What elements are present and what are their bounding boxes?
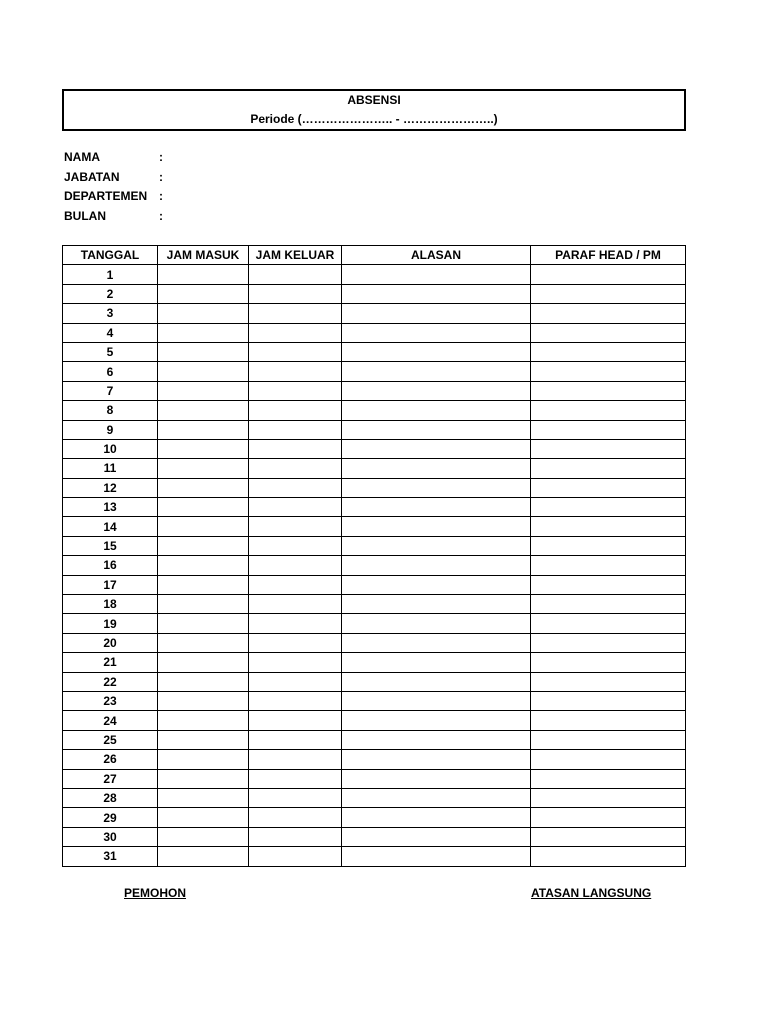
date-cell: 19 — [63, 614, 158, 633]
head-pm-initial-cell[interactable] — [531, 304, 686, 323]
info-value-name[interactable] — [174, 148, 574, 168]
date-cell: 31 — [63, 847, 158, 866]
time-out-cell[interactable] — [249, 420, 342, 439]
time-out-cell[interactable] — [249, 439, 342, 458]
info-colon: : — [159, 189, 163, 204]
info-label-name: NAMA — [64, 150, 100, 164]
time-out-cell[interactable] — [249, 730, 342, 749]
reason-cell[interactable] — [342, 401, 531, 420]
time-in-cell[interactable] — [158, 711, 249, 730]
time-in-cell[interactable] — [158, 420, 249, 439]
reason-cell[interactable] — [342, 769, 531, 788]
table-row — [63, 498, 686, 517]
table-row — [63, 730, 686, 749]
reason-cell[interactable] — [342, 653, 531, 672]
head-pm-initial-cell[interactable] — [531, 788, 686, 807]
info-label-department: DEPARTEMEN — [64, 189, 148, 204]
info-label-position: JABATAN — [64, 169, 120, 184]
table-row — [63, 827, 686, 846]
time-out-cell[interactable] — [249, 401, 342, 420]
time-out-cell[interactable] — [249, 284, 342, 303]
reason-cell[interactable] — [342, 536, 531, 555]
head-pm-initial-cell[interactable] — [531, 614, 686, 633]
date-cell: 14 — [63, 517, 158, 536]
reason-cell[interactable] — [342, 711, 531, 730]
table-row — [63, 847, 686, 866]
info-colon: : — [159, 169, 163, 184]
time-out-cell[interactable] — [249, 362, 342, 381]
date-cell: 23 — [63, 691, 158, 710]
head-pm-initial-cell[interactable] — [531, 633, 686, 652]
table-row — [63, 401, 686, 420]
table-row — [63, 808, 686, 827]
date-cell: 15 — [63, 536, 158, 555]
time-out-cell[interactable] — [249, 750, 342, 769]
head-pm-initial-cell[interactable] — [531, 575, 686, 594]
head-pm-initial-cell[interactable] — [531, 769, 686, 788]
table-row — [63, 284, 686, 303]
reason-cell[interactable] — [342, 284, 531, 303]
time-in-cell[interactable] — [158, 730, 249, 749]
table-row — [63, 304, 686, 323]
head-pm-initial-cell[interactable] — [531, 711, 686, 730]
table-row — [63, 769, 686, 788]
applicant-signature-label: PEMOHON — [124, 886, 187, 900]
table-row — [63, 556, 686, 575]
time-out-cell[interactable] — [249, 478, 342, 497]
form-title: ABSENSI — [347, 93, 401, 107]
time-in-cell[interactable] — [158, 401, 249, 420]
head-pm-initial-cell[interactable] — [531, 439, 686, 458]
head-pm-initial-cell[interactable] — [531, 595, 686, 614]
time-in-cell[interactable] — [158, 633, 249, 652]
time-in-cell[interactable] — [158, 498, 249, 517]
time-out-cell[interactable] — [249, 808, 342, 827]
time-in-cell[interactable] — [158, 556, 249, 575]
date-cell: 17 — [63, 575, 158, 594]
head-pm-initial-cell[interactable] — [531, 730, 686, 749]
reason-cell[interactable] — [342, 420, 531, 439]
info-value-department[interactable] — [174, 187, 574, 207]
time-out-cell[interactable] — [249, 498, 342, 517]
time-in-cell[interactable] — [158, 342, 249, 361]
table-row — [63, 653, 686, 672]
time-in-cell[interactable] — [158, 381, 249, 400]
reason-cell[interactable] — [342, 847, 531, 866]
date-cell: 8 — [63, 401, 158, 420]
head-pm-initial-cell[interactable] — [531, 498, 686, 517]
reason-cell[interactable] — [342, 439, 531, 458]
reason-cell[interactable] — [342, 633, 531, 652]
date-cell: 9 — [63, 420, 158, 439]
date-cell: 6 — [63, 362, 158, 381]
attendance-table — [62, 245, 686, 867]
time-out-cell[interactable] — [249, 381, 342, 400]
time-in-cell[interactable] — [158, 304, 249, 323]
table-row — [63, 614, 686, 633]
column-header-time-in: JAM MASUK — [158, 246, 249, 265]
column-header-date: TANGGAL — [63, 246, 158, 265]
date-cell: 7 — [63, 381, 158, 400]
date-cell: 10 — [63, 439, 158, 458]
head-pm-initial-cell[interactable] — [531, 847, 686, 866]
reason-cell[interactable] — [342, 788, 531, 807]
supervisor-signature-label: ATASAN LANGSUNG — [531, 886, 652, 900]
table-row — [63, 536, 686, 555]
time-in-cell[interactable] — [158, 517, 249, 536]
time-in-cell[interactable] — [158, 614, 249, 633]
date-cell: 16 — [63, 556, 158, 575]
form-header — [62, 89, 686, 131]
head-pm-initial-cell[interactable] — [531, 381, 686, 400]
reason-cell[interactable] — [342, 750, 531, 769]
table-row — [63, 575, 686, 594]
time-out-cell[interactable] — [249, 633, 342, 652]
table-row — [63, 478, 686, 497]
time-out-cell[interactable] — [249, 575, 342, 594]
table-row — [63, 420, 686, 439]
date-cell: 5 — [63, 342, 158, 361]
time-in-cell[interactable] — [158, 595, 249, 614]
time-out-cell[interactable] — [249, 536, 342, 555]
head-pm-initial-cell[interactable] — [531, 323, 686, 342]
time-in-cell[interactable] — [158, 323, 249, 342]
period-line: Periode (………………….. - …………………..) — [250, 112, 498, 126]
time-out-cell[interactable] — [249, 304, 342, 323]
reason-cell[interactable] — [342, 323, 531, 342]
time-out-cell[interactable] — [249, 459, 342, 478]
table-row — [63, 672, 686, 691]
reason-cell[interactable] — [342, 478, 531, 497]
info-value-position[interactable] — [174, 168, 574, 188]
table-row — [63, 265, 686, 284]
reason-cell[interactable] — [342, 672, 531, 691]
info-value-month[interactable] — [174, 207, 574, 227]
reason-cell[interactable] — [342, 614, 531, 633]
time-out-cell[interactable] — [249, 847, 342, 866]
time-out-cell[interactable] — [249, 323, 342, 342]
table-row — [63, 595, 686, 614]
head-pm-initial-cell[interactable] — [531, 808, 686, 827]
time-out-cell[interactable] — [249, 595, 342, 614]
time-out-cell[interactable] — [249, 691, 342, 710]
table-row — [63, 342, 686, 361]
time-in-cell[interactable] — [158, 653, 249, 672]
reason-cell[interactable] — [342, 265, 531, 284]
reason-cell[interactable] — [342, 304, 531, 323]
date-cell: 13 — [63, 498, 158, 517]
time-out-cell[interactable] — [249, 517, 342, 536]
table-row — [63, 788, 686, 807]
date-cell: 22 — [63, 672, 158, 691]
reason-cell[interactable] — [342, 556, 531, 575]
column-header-reason: ALASAN — [342, 246, 531, 265]
head-pm-initial-cell[interactable] — [531, 478, 686, 497]
head-pm-initial-cell[interactable] — [531, 342, 686, 361]
time-in-cell[interactable] — [158, 827, 249, 846]
date-cell: 27 — [63, 769, 158, 788]
table-row — [63, 362, 686, 381]
table-row — [63, 439, 686, 458]
head-pm-initial-cell[interactable] — [531, 750, 686, 769]
head-pm-initial-cell[interactable] — [531, 517, 686, 536]
time-out-cell[interactable] — [249, 342, 342, 361]
table-row — [63, 381, 686, 400]
time-in-cell[interactable] — [158, 691, 249, 710]
time-out-cell[interactable] — [249, 265, 342, 284]
reason-cell[interactable] — [342, 575, 531, 594]
date-cell: 4 — [63, 323, 158, 342]
reason-cell[interactable] — [342, 342, 531, 361]
head-pm-initial-cell[interactable] — [531, 284, 686, 303]
time-in-cell[interactable] — [158, 672, 249, 691]
time-in-cell[interactable] — [158, 439, 249, 458]
reason-cell[interactable] — [342, 595, 531, 614]
head-pm-initial-cell[interactable] — [531, 362, 686, 381]
time-in-cell[interactable] — [158, 808, 249, 827]
info-colon: : — [159, 208, 163, 223]
reason-cell[interactable] — [342, 827, 531, 846]
date-cell: 21 — [63, 653, 158, 672]
reason-cell[interactable] — [342, 459, 531, 478]
info-colon: : — [159, 150, 163, 164]
table-row — [63, 633, 686, 652]
time-in-cell[interactable] — [158, 362, 249, 381]
date-cell: 2 — [63, 284, 158, 303]
date-cell: 18 — [63, 595, 158, 614]
reason-cell[interactable] — [342, 808, 531, 827]
time-out-cell[interactable] — [249, 827, 342, 846]
time-out-cell[interactable] — [249, 672, 342, 691]
info-label-month: BULAN — [64, 208, 106, 223]
reason-cell[interactable] — [342, 691, 531, 710]
date-cell: 3 — [63, 304, 158, 323]
time-in-cell[interactable] — [158, 478, 249, 497]
date-cell: 20 — [63, 633, 158, 652]
date-cell: 25 — [63, 730, 158, 749]
date-cell: 26 — [63, 750, 158, 769]
time-in-cell[interactable] — [158, 769, 249, 788]
time-in-cell[interactable] — [158, 788, 249, 807]
date-cell: 24 — [63, 711, 158, 730]
table-row — [63, 517, 686, 536]
date-cell: 29 — [63, 808, 158, 827]
head-pm-initial-cell[interactable] — [531, 827, 686, 846]
time-in-cell[interactable] — [158, 265, 249, 284]
table-row — [63, 711, 686, 730]
table-row — [63, 691, 686, 710]
reason-cell[interactable] — [342, 381, 531, 400]
time-in-cell[interactable] — [158, 459, 249, 478]
head-pm-initial-cell[interactable] — [531, 420, 686, 439]
head-pm-initial-cell[interactable] — [531, 691, 686, 710]
table-row — [63, 323, 686, 342]
table-row — [63, 459, 686, 478]
date-cell: 1 — [63, 265, 158, 284]
head-pm-initial-cell[interactable] — [531, 556, 686, 575]
head-pm-initial-cell[interactable] — [531, 672, 686, 691]
head-pm-initial-cell[interactable] — [531, 265, 686, 284]
head-pm-initial-cell[interactable] — [531, 536, 686, 555]
table-row — [63, 750, 686, 769]
date-cell: 12 — [63, 478, 158, 497]
time-out-cell[interactable] — [249, 556, 342, 575]
time-out-cell[interactable] — [249, 769, 342, 788]
head-pm-initial-cell[interactable] — [531, 401, 686, 420]
time-in-cell[interactable] — [158, 536, 249, 555]
time-in-cell[interactable] — [158, 750, 249, 769]
time-out-cell[interactable] — [249, 614, 342, 633]
time-out-cell[interactable] — [249, 711, 342, 730]
head-pm-initial-cell[interactable] — [531, 653, 686, 672]
head-pm-initial-cell[interactable] — [531, 459, 686, 478]
reason-cell[interactable] — [342, 517, 531, 536]
time-out-cell[interactable] — [249, 653, 342, 672]
time-out-cell[interactable] — [249, 788, 342, 807]
column-header-time-out: JAM KELUAR — [249, 246, 342, 265]
date-cell: 28 — [63, 788, 158, 807]
reason-cell[interactable] — [342, 362, 531, 381]
date-cell: 30 — [63, 827, 158, 846]
table-header-row — [63, 246, 686, 265]
column-header-head-pm-initial: PARAF HEAD / PM — [531, 246, 686, 265]
reason-cell[interactable] — [342, 730, 531, 749]
date-cell: 11 — [63, 459, 158, 478]
time-in-cell[interactable] — [158, 575, 249, 594]
reason-cell[interactable] — [342, 498, 531, 517]
time-in-cell[interactable] — [158, 847, 249, 866]
time-in-cell[interactable] — [158, 284, 249, 303]
